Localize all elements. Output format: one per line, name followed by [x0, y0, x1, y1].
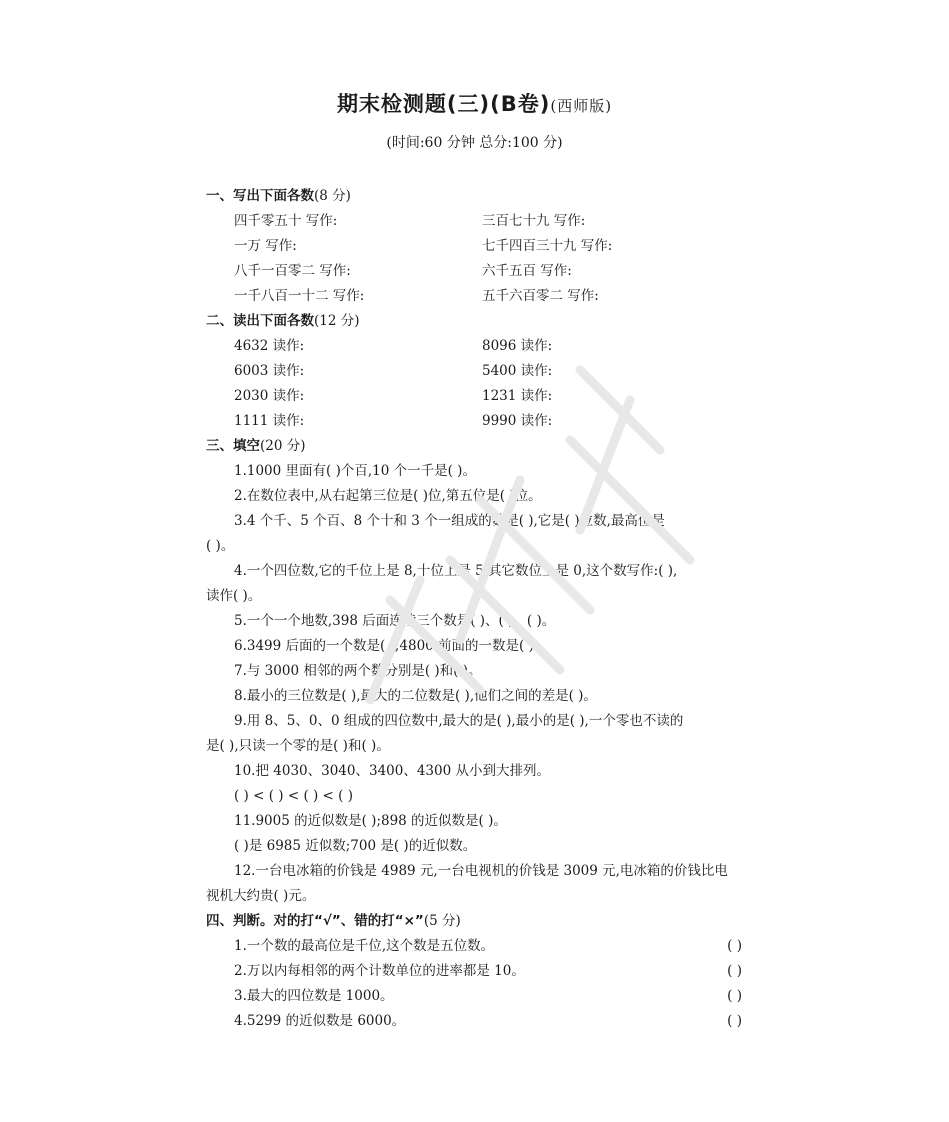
section2-row: [206, 409, 746, 434]
answer-bracket: ( ): [727, 963, 742, 979]
exam-content: [206, 184, 746, 1034]
section1-item: 一万 写作:: [234, 238, 297, 254]
judgement-text: 3.最大的四位数是 1000。: [234, 988, 394, 1004]
section2-item: 4632 读作:: [234, 338, 305, 354]
section2-item: 1231 读作:: [482, 388, 553, 404]
edition-label: (西师版): [550, 97, 613, 115]
section2-row: [206, 334, 746, 359]
section1-item: 六千五百 写作:: [482, 263, 572, 279]
section2-item: 8096 读作:: [482, 338, 553, 354]
judgement-item: [206, 1009, 746, 1034]
judgement-item: [206, 934, 746, 959]
judgement-item: [206, 959, 746, 984]
section1-item: 三百七十九 写作:: [482, 213, 586, 229]
section3-score: (20 分): [260, 438, 306, 454]
section2-item: 5400 读作:: [482, 363, 553, 379]
question-line: 11.9005 的近似数是( );898 的近似数是( )。: [234, 813, 507, 829]
section1-item: 一千八百一十二 写作:: [234, 288, 365, 304]
question-line: 7.与 3000 相邻的两个数分别是( )和( )。: [234, 663, 482, 679]
question-line-continued: 视机大约贵( )元。: [206, 888, 316, 904]
section1-item: 八千一百零二 写作:: [234, 263, 351, 279]
question-line: 2.在数位表中,从右起第三位是( )位,第五位是( )位。: [234, 488, 542, 504]
question-line: 10.把 4030、3040、3400、4300 从小到大排列。: [234, 763, 550, 779]
question-line: 5.一个一个地数,398 后面连续三个数是( )、( )、( )。: [234, 613, 556, 629]
question-line: ( )是 6985 近似数;700 是( )的近似数。: [234, 838, 477, 854]
section2-item: 2030 读作:: [234, 388, 305, 404]
question-line-continued: 读作( )。: [206, 588, 262, 604]
judgement-item: [206, 984, 746, 1009]
judgement-text: 2.万以内每相邻的两个计数单位的进率都是 10。: [234, 963, 525, 979]
judgement-text: 1.一个数的最高位是千位,这个数是五位数。: [234, 938, 495, 954]
question-line: 6.3499 后面的一个数是( );4800 前面的一数是( )。: [234, 638, 548, 654]
section1-row: [206, 259, 746, 284]
question-line: 3.4 个千、5 个百、8 个十和 3 个一组成的数是( ),它是( )位数,最高位是: [234, 513, 665, 529]
question-line: ( ) < ( ) < ( ) < ( ): [234, 788, 353, 804]
question-line: 1.1000 里面有( )个百,10 个一千是( )。: [234, 463, 476, 479]
section2-item: 1111 读作:: [234, 413, 305, 429]
exam-title: [0, 88, 949, 118]
answer-bracket: ( ): [727, 938, 742, 954]
section1-row: [206, 234, 746, 259]
question-line-continued: 是( ),只读一个零的是( )和( )。: [206, 738, 390, 754]
judgement-text: 4.5299 的近似数是 6000。: [234, 1013, 406, 1029]
section1-item: 五千六百零二 写作:: [482, 288, 599, 304]
section2-row: [206, 384, 746, 409]
answer-bracket: ( ): [727, 1013, 742, 1029]
section1-score: (8 分): [314, 188, 351, 204]
section2-item: 6003 读作:: [234, 363, 305, 379]
section1-item: 四千零五十 写作:: [234, 213, 338, 229]
title-text: 期末检测题(三)(B卷): [336, 92, 551, 116]
section4-score: (5 分): [423, 913, 461, 929]
section4-title: 四、判断。对的打“√”、错的打“×”: [206, 913, 424, 929]
section2-title: 二、读出下面各数: [206, 313, 314, 329]
question-line: 8.最小的三位数是( ),最大的二位数是( ),他们之间的差是( )。: [234, 688, 597, 704]
exam-subtitle: (时间:60 分钟 总分:100 分): [386, 135, 563, 151]
section1-row: [206, 209, 746, 234]
question-line: 4.一个四位数,它的千位上是 8,十位上是 5,其它数位上是 0,这个数写作:( ),: [234, 563, 678, 579]
section4-heading: [206, 909, 746, 934]
section1-item: 七千四百三十九 写作:: [482, 238, 613, 254]
section3-heading: [206, 434, 746, 459]
question-line: 12.一台电冰箱的价钱是 4989 元,一台电视机的价钱是 3009 元,电冰箱的价钱比电: [234, 863, 728, 879]
section2-row: [206, 359, 746, 384]
section1-row: [206, 284, 746, 309]
section2-heading: [206, 309, 746, 334]
section2-item: 9990 读作:: [482, 413, 553, 429]
question-line: 9.用 8、5、0、0 组成的四位数中,最大的是( ),最小的是( ),一个零也不读的: [234, 713, 684, 729]
section1-heading: [206, 184, 746, 209]
question-line-continued: ( )。: [206, 538, 235, 554]
section1-title: 一、写出下面各数: [206, 188, 314, 204]
section3-title: 三、填空: [206, 438, 260, 454]
answer-bracket: ( ): [727, 988, 742, 1004]
section2-score: (12 分): [314, 313, 360, 329]
